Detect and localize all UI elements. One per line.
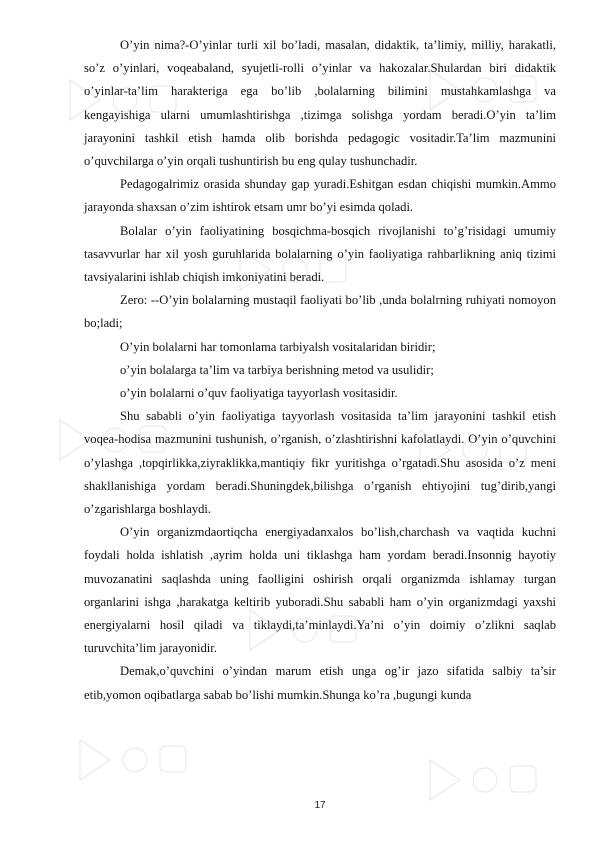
paragraph-1: O’yin nima?-O’yinlar turli xil bo’ladi, masalan, didaktik, ta’limiy, milliy, harakatli, so’z o’yinlari, voqeabaland, syujetli-rolli o’yinlar va hakozalar.Shulardan biri didaktik o’yinlar-ta’lim harakteriga ega bo’lib ,bolalarning bilimini mustahkamlashga va kengayishiga ularni umumlashtirishga ,tizimga solishga yordam beradi.O’yin ta’lim jarayonini tashkil etish hamda olib borishda pedagogic vositadir.Ta’lim mazmunini o’quvchilarga o’yin orqali tushuntirish bu eng qulay tushunchadir. bbox=[84, 38, 556, 169]
paragraph-8: Shu sababli o’yin faoliyatiga tayyorlash vositasida ta’lim jarayonini tashkil etish voqea-hodisa mazmunini tushunish, o’rganish, o’zlashtirishni kafolatlaydi. O’yin o’quvchini o’ylashga ,topqirlikka,ziyraklikka,mantiqiy fikr yuritishga o’rgatadi.Shu asosida o’z meni shakllanishiga yordam beradi.Shuningdek,bilishga o’rganish ehtiyojini tug’dirib,yangi o’zgarishlarga boshlaydi. bbox=[84, 409, 556, 517]
paragraph-4: Zero: --O’yin bolalarning mustaqil faoliyati bo’lib ,unda bolalrning ruhiyati nomoyon bo;ladi; bbox=[84, 293, 556, 331]
paragraph-6: o’yin bolalarga ta’lim va tarbiya berishning metod va usulidir; bbox=[120, 362, 434, 377]
paragraph-2: Pedagogalrimiz orasida shunday gap yuradi.Eshitgan esdan chiqishi mumkin.Ammo jarayonda shaxsan o’zim ishtirok etsam umr bo’yi esimda qoladi. bbox=[84, 177, 556, 215]
page-number: 17 bbox=[314, 800, 326, 811]
paragraph-3: Bolalar o’yin faoliyatining bosqichma-bosqich rivojlanishi to’g’risidagi umumiy tasavvurlar har xil yosh guruhlarida bolalarning o’yin faoliyatiga rahbarlikning aniq tizimi tavsiyalarini ishlab chiqish imkoniyatini beradi. bbox=[84, 223, 556, 285]
paragraph-7: o’yin bolalarni o’quv faoliyatiga tayyorlash vositasidir. bbox=[120, 386, 398, 401]
paragraph-10: Demak,o’quvchini o’yindan marum etish unga og’ir jazo sifatida salbiy ta’sir etib,yomon oqibatlarga sabab bo’lishi mumkin.Shunga ko’ra ,bugungi kunda bbox=[84, 664, 556, 702]
paragraph-9: O’yin organizmdaortiqcha energiyadanxalos bo’lish,charchash va vaqtida kuchni foydali holda ishlatish ,ayrim holda uni tiklashga ham yordam beradi.Insonnig hayotiy muvozanatini saqlashda uning faolligini oshirish orqali organizmda ishlamay turgan organlarini ishga ,harakatga keltirib yuboradi.Shu sababli ham o’yin organizmdagi yaxshi energiyalarni hosil qiladi va tiklaydi,ta’minlaydi.Ya’ni o’yin doimiy o’zlikni saqlab turuvchita’lim jarayonidir. bbox=[84, 525, 556, 656]
paragraph-5: O’yin bolalarni har tomonlama tarbiyalsh vositalaridan biridir; bbox=[120, 339, 436, 354]
body-text bbox=[84, 34, 556, 707]
